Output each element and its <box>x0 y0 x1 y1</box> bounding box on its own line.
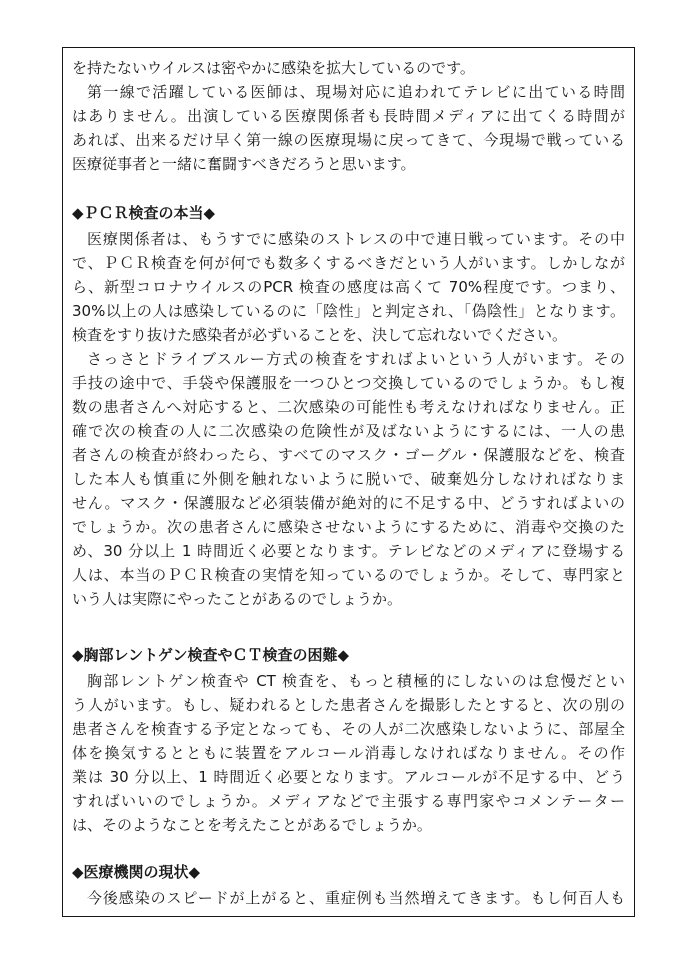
text-line: 人は、本当のＰＣＲ検査の実情を知っているのでしょうか。そして、専門家と <box>72 566 625 584</box>
text-line: 胸部レントゲン検査や CT 検査を、もっと積極的にしないのは怠慢だとい <box>87 672 625 690</box>
text-line: 体を換気するとともに装置をアルコール消毒しなければなりません。その作 <box>72 744 625 762</box>
spacer <box>72 837 625 860</box>
section-heading: ◆ＰＣＲ検査の本当◆ <box>72 204 216 222</box>
text-line: は、そのようなことを考えたことがあるでしょうか。 <box>72 816 432 834</box>
text-line: 今後感染のスピードが上がると、重症例も当然増えてきます。もし何百人も <box>87 889 625 907</box>
text-line: 検査をすり抜けた感染者が必ずいることを、決して忘れないでください。 <box>72 326 568 344</box>
text-line: 患者さんを検査する予定となっても、その人が二次感染しないように、部屋全 <box>72 720 625 738</box>
text-line: 者さんの検査が終わったら、すべてのマスク・ゴーグル・保護服などを、検査 <box>72 446 625 464</box>
spacer <box>72 176 625 201</box>
text-line: でしょうか。次の患者さんに感染させないようにするために、消毒や交換のた <box>72 518 625 536</box>
text-line: 確で次の検査の人に二次感染の危険性が及ばないようにするには、一人の患 <box>72 422 625 440</box>
text-line: め、30 分以上 1 時間近く必要となります。テレビなどのメディアに登場する <box>72 542 625 560</box>
section-heading: ◆胸部レントゲン検査やＣＴ検査の困難◆ <box>72 646 350 664</box>
document-frame <box>62 47 635 917</box>
section-heading: ◆医療機関の現状◆ <box>72 863 201 881</box>
text-line: 30%以上の人は感染しているのに「陰性」と判定され、「偽陰性」となります。 <box>72 302 625 320</box>
text-line: さっさとドライブスルー方式の検査をすればよいという人がいます。その <box>87 350 625 368</box>
text-line: 第一線で活躍している医師は、現場対応に追われてテレビに出ている時間 <box>87 83 625 101</box>
text-line: すればいいのでしょうか。メディアなどで主張する専門家やコメンテーター <box>72 792 625 810</box>
text-line: 業は 30 分以上、1 時間近く必要となります。アルコールが不足する中、どう <box>72 768 625 786</box>
text-line: ら、新型コロナウイルスのPCR 検査の感度は高くて 70%程度です。つまり、 <box>72 278 625 296</box>
text-line: 数の患者さんへ対応すると、二次感染の可能性も考えなければなりません。正 <box>72 398 625 416</box>
text-line: あれば、出来るだけ早く第一線の医療現場に戻ってきて、今現場で戦っている <box>72 131 625 149</box>
text-line: 医療関係者は、もうすでに感染のストレスの中で連日戦っています。その中 <box>87 230 625 248</box>
text-line: を持たないウイルスは密やかに感染を拡大しているのです。 <box>72 59 475 77</box>
text-line: せん。マスク・保護服など必須装備が絶対的に不足する中、どうすればよいの <box>72 494 625 512</box>
text-line: 医療従事者と一緒に奮闘すべきだろうと思います。 <box>72 155 416 173</box>
text-line: した本人も慎重に外側を触れないように脱いで、破棄処分しなければなりま <box>72 470 625 488</box>
text-line: はありません。出演している医療関係者も長時間メディアに出てくる時間が <box>72 107 625 125</box>
text-line: う人がいます。もし、疑われるとした患者さんを撮影したとすると、次の別の <box>72 696 625 714</box>
spacer <box>72 611 625 643</box>
text-line: 手技の途中で、手袋や保護服を一つひとつ交換しているのでしょうか。もし複 <box>72 374 625 392</box>
text-line: で、ＰＣＲ検査を何が何でも数多くするべきだという人がいます。しかしなが <box>72 254 625 272</box>
text-line: いう人は実際にやったことがあるのでしょうか。 <box>72 590 403 608</box>
